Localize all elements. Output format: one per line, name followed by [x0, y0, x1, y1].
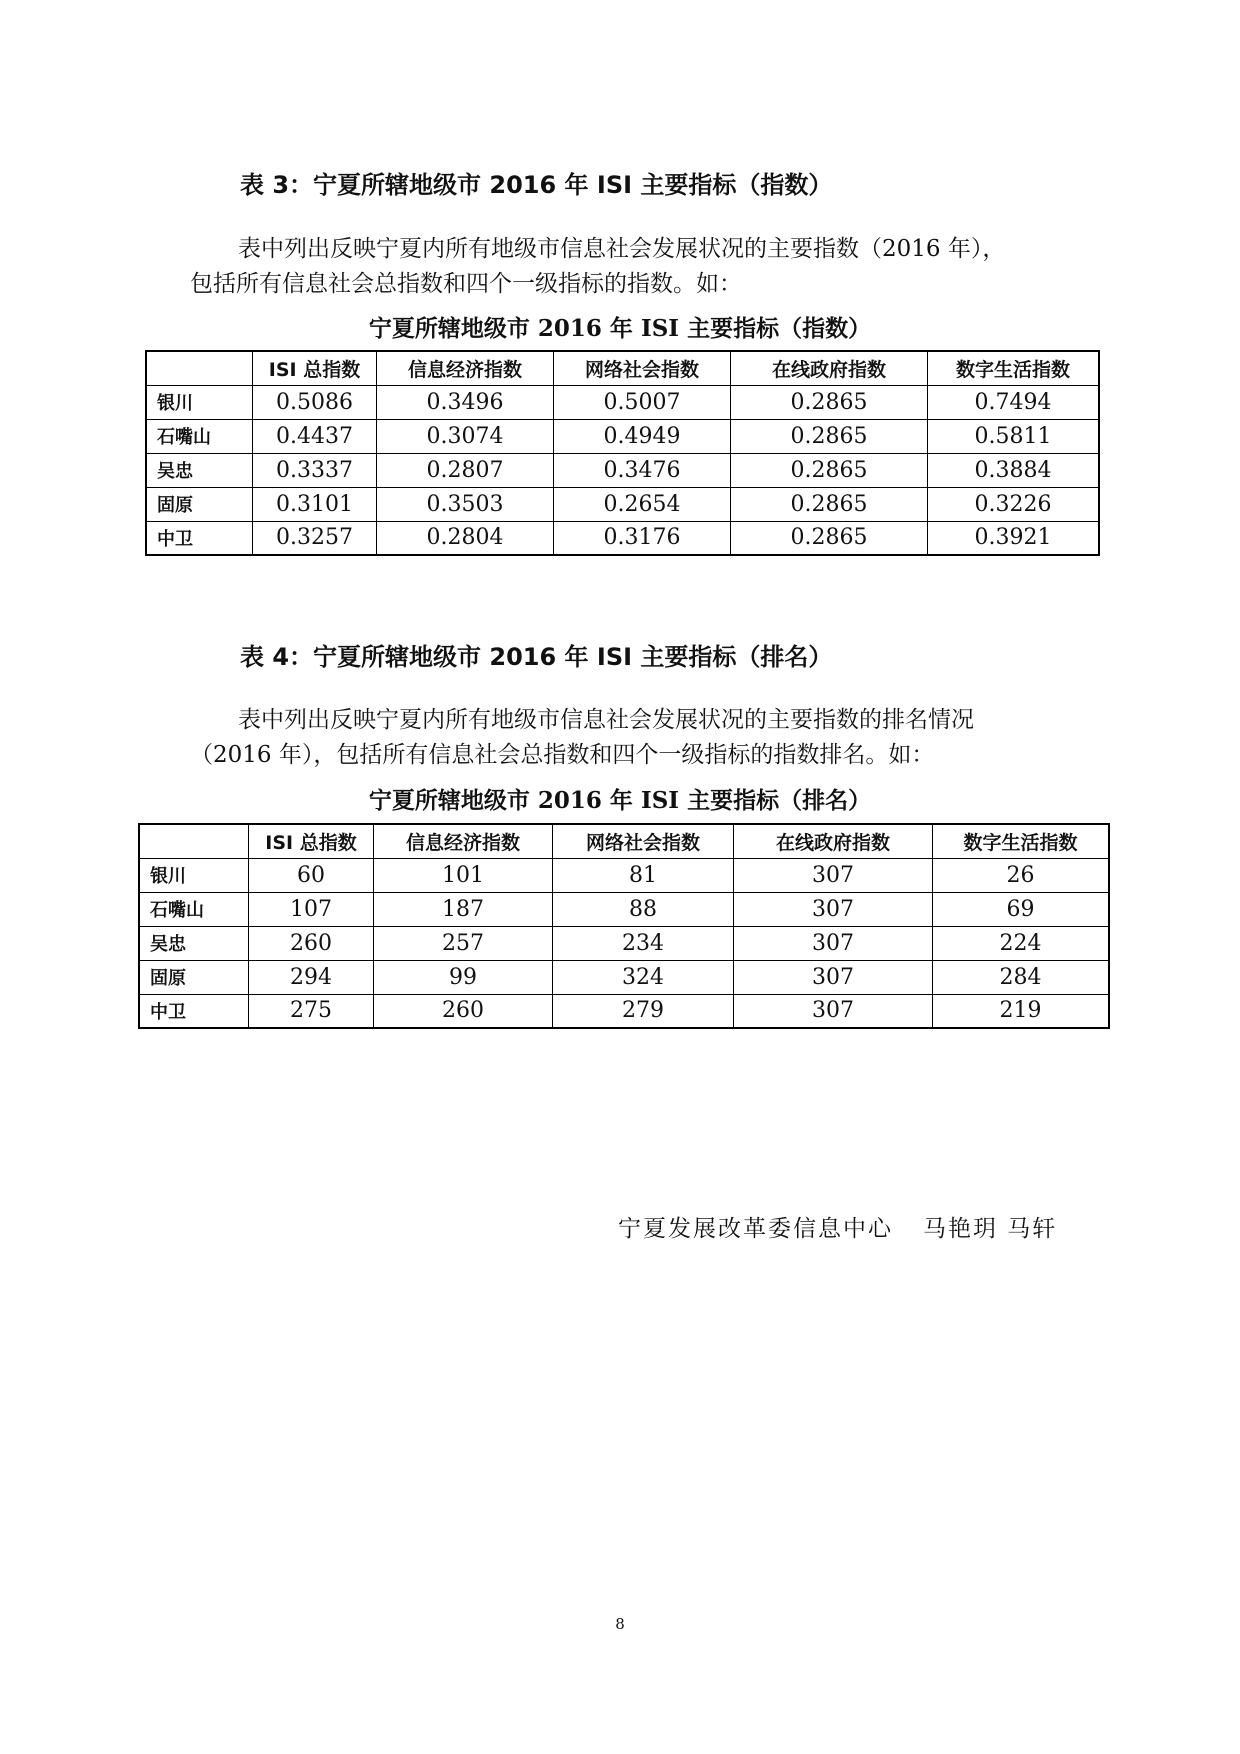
table-cell: 187 — [374, 892, 553, 926]
table-cell: 0.2865 — [731, 385, 928, 419]
signature-organization: 宁夏发展改革委信息中心 — [618, 1216, 893, 1242]
table-cell: 0.5811 — [928, 419, 1100, 453]
table4-header-row — [139, 824, 1109, 858]
table-cell: 0.3476 — [554, 453, 731, 487]
table3-header-cell: 在线政府指数 — [731, 351, 928, 385]
table3-intro-line2: 包括所有信息社会总指数和四个一级指标的指数。如： — [190, 271, 742, 297]
table-cell: 260 — [374, 994, 553, 1028]
table4-header-cell: 网络社会指数 — [553, 824, 734, 858]
table-cell: 260 — [249, 926, 374, 960]
table3-header-cell — [146, 351, 253, 385]
table3 — [145, 350, 1100, 556]
row-label: 石嘴山 — [146, 419, 253, 453]
signature — [618, 1210, 1057, 1243]
table-cell: 307 — [734, 892, 933, 926]
table-cell: 107 — [249, 892, 374, 926]
table4-header-cell: 在线政府指数 — [734, 824, 933, 858]
table3-header-cell: 数字生活指数 — [928, 351, 1100, 385]
table4-heading: 表 4：宁夏所辖地级市 2016 年 ISI 主要指标（排名） — [240, 643, 833, 671]
table-row — [139, 960, 1109, 994]
table-cell: 284 — [933, 960, 1110, 994]
table3-header-cell: ISI 总指数 — [253, 351, 377, 385]
table-cell: 307 — [734, 994, 933, 1028]
table-cell: 0.7494 — [928, 385, 1100, 419]
table-cell: 0.3884 — [928, 453, 1100, 487]
row-label: 固原 — [146, 487, 253, 521]
table-cell: 60 — [249, 858, 374, 892]
table4-header-cell — [139, 824, 249, 858]
table-cell: 0.2804 — [377, 521, 554, 555]
table-cell: 0.3257 — [253, 521, 377, 555]
table-cell: 0.5007 — [554, 385, 731, 419]
table-cell: 307 — [734, 960, 933, 994]
row-label: 中卫 — [146, 521, 253, 555]
table4-intro-line1: 表中列出反映宁夏内所有地级市信息社会发展状况的主要指数的排名情况 — [238, 707, 974, 733]
table-cell: 0.2865 — [731, 419, 928, 453]
table4-header-cell: ISI 总指数 — [249, 824, 374, 858]
table-cell: 324 — [553, 960, 734, 994]
table-row — [146, 521, 1099, 555]
table-cell: 0.3226 — [928, 487, 1100, 521]
table-row — [139, 892, 1109, 926]
row-label: 中卫 — [139, 994, 249, 1028]
table-cell: 0.5086 — [253, 385, 377, 419]
table3-heading: 表 3：宁夏所辖地级市 2016 年 ISI 主要指标（指数） — [240, 171, 833, 199]
table-cell: 0.2654 — [554, 487, 731, 521]
table3-intro — [190, 232, 1070, 302]
table-row — [146, 487, 1099, 521]
table-cell: 0.2807 — [377, 453, 554, 487]
table4-intro-line2: （2016 年），包括所有信息社会总指数和四个一级指标的指数排名。如： — [190, 742, 935, 768]
row-label: 银川 — [146, 385, 253, 419]
table4-header-cell: 信息经济指数 — [374, 824, 553, 858]
table-cell: 0.3101 — [253, 487, 377, 521]
table-cell: 0.4949 — [554, 419, 731, 453]
table-cell: 0.3176 — [554, 521, 731, 555]
table4-header-cell: 数字生活指数 — [933, 824, 1110, 858]
table-row — [139, 858, 1109, 892]
table-cell: 0.3503 — [377, 487, 554, 521]
table4-intro — [190, 703, 1070, 773]
table-cell: 99 — [374, 960, 553, 994]
table-cell: 234 — [553, 926, 734, 960]
table-row — [146, 385, 1099, 419]
table-cell: 279 — [553, 994, 734, 1028]
table-cell: 0.4437 — [253, 419, 377, 453]
page-number: 8 — [615, 1615, 625, 1633]
table-cell: 69 — [933, 892, 1110, 926]
table-cell: 0.3921 — [928, 521, 1100, 555]
table3-intro-line1: 表中列出反映宁夏内所有地级市信息社会发展状况的主要指数（2016 年）， — [238, 236, 1006, 262]
table3-header-cell: 网络社会指数 — [554, 351, 731, 385]
row-label: 石嘴山 — [139, 892, 249, 926]
table-cell: 275 — [249, 994, 374, 1028]
table4-caption: 宁夏所辖地级市 2016 年 ISI 主要指标（排名） — [368, 787, 872, 814]
table3-header-row — [146, 351, 1099, 385]
row-label: 吴忠 — [146, 453, 253, 487]
table-cell: 307 — [734, 858, 933, 892]
row-label: 吴忠 — [139, 926, 249, 960]
table-row — [146, 419, 1099, 453]
table-row — [139, 994, 1109, 1028]
table4 — [138, 823, 1110, 1029]
table-row — [139, 926, 1109, 960]
row-label: 固原 — [139, 960, 249, 994]
table-cell: 0.3337 — [253, 453, 377, 487]
table-cell: 224 — [933, 926, 1110, 960]
table3-header-cell: 信息经济指数 — [377, 351, 554, 385]
signature-authors: 马艳玥 马轩 — [923, 1216, 1058, 1242]
table-cell: 0.2865 — [731, 521, 928, 555]
table-cell: 101 — [374, 858, 553, 892]
table3-caption: 宁夏所辖地级市 2016 年 ISI 主要指标（指数） — [368, 315, 872, 342]
table-cell: 88 — [553, 892, 734, 926]
table-cell: 0.2865 — [731, 453, 928, 487]
table-cell: 219 — [933, 994, 1110, 1028]
table-cell: 0.2865 — [731, 487, 928, 521]
table-cell: 307 — [734, 926, 933, 960]
table-cell: 294 — [249, 960, 374, 994]
table-cell: 0.3074 — [377, 419, 554, 453]
table-cell: 257 — [374, 926, 553, 960]
table-cell: 0.3496 — [377, 385, 554, 419]
table-cell: 26 — [933, 858, 1110, 892]
table-row — [146, 453, 1099, 487]
row-label: 银川 — [139, 858, 249, 892]
table-cell: 81 — [553, 858, 734, 892]
